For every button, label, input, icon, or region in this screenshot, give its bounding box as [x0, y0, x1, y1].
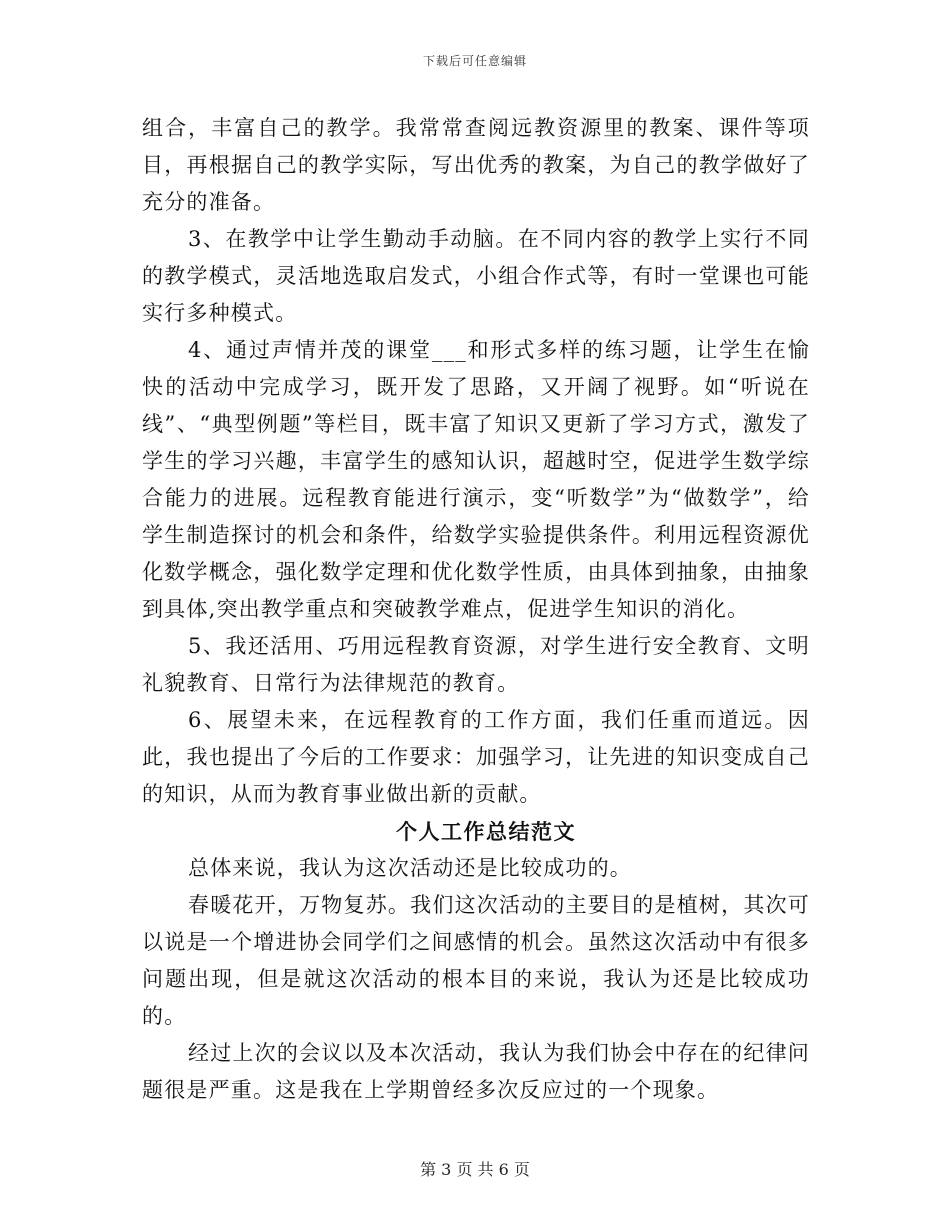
- paragraph-item-5: 5、我还活用、巧用远程教育资源，对学生进行安全教育、文明礼貌教育、日常行为法律规范的教育。: [142, 634, 810, 695]
- page-header: 下载后可任意编辑: [422, 54, 527, 68]
- page-number-footer: 第 3 页 共 6 页: [420, 1160, 530, 1179]
- section-paragraph-2: 春暖花开，万物复苏。我们这次活动的主要目的是植树，其次可以说是一个增进协会同学们之间感情的机会。虽然这次活动中有很多问题出现，但是就这次活动的根本目的来说，我认为还是比较成功的。: [142, 893, 810, 1028]
- paragraph-item-3: 3、在教学中让学生勤动手动脑。在不同内容的教学上实行不同的教学模式，灵活地选取启发式，小组合作式等，有时一堂课也可能实行多种模式。: [142, 227, 810, 325]
- paragraph-item-6: 6、展望未来，在远程教育的工作方面，我们任重而道远。因此，我也提出了今后的工作要求：加强学习，让先进的知识变成自己的知识，从而为教育事业做出新的贡献。: [142, 708, 810, 806]
- section-paragraph-3: 经过上次的会议以及本次活动，我认为我们协会中存在的纪律问题很是严重。这是我在上学期曾经多次反应过的一个现象。: [142, 1041, 810, 1102]
- paragraph-item-4: 4、通过声情并茂的课堂___和形式多样的练习题，让学生在愉快的活动中完成学习，既开发了思路，又开阔了视野。如“听说在线”、“典型例题”等栏目，既丰富了知识又更新了学习方式，激发了学生的学习兴趣，丰富学生的感知认识，超越时空，促进学生数学综合能力的进展。远程教育能进行演示，变“听数学”为“做数学”，给学生制造探讨的机会和条件，给数学实验提供条件。利用远程资源优化数学概念，强化数学定理和优化数学性质，由具体到抽象，由抽象到具体,突出教学重点和突破教学难点，促进学生知识的消化。: [142, 338, 810, 621]
- document-body: [142, 110, 810, 1109]
- section-paragraph-1: 总体来说，我认为这次活动还是比较成功的。: [188, 856, 632, 880]
- paragraph-continuation: 组合，丰富自己的教学。我常常查阅远教资源里的教案、课件等项目，再根据自己的教学实际，写出优秀的教案，为自己的教学做好了充分的准备。: [142, 116, 810, 214]
- section-title: 个人工作总结范文: [396, 819, 576, 844]
